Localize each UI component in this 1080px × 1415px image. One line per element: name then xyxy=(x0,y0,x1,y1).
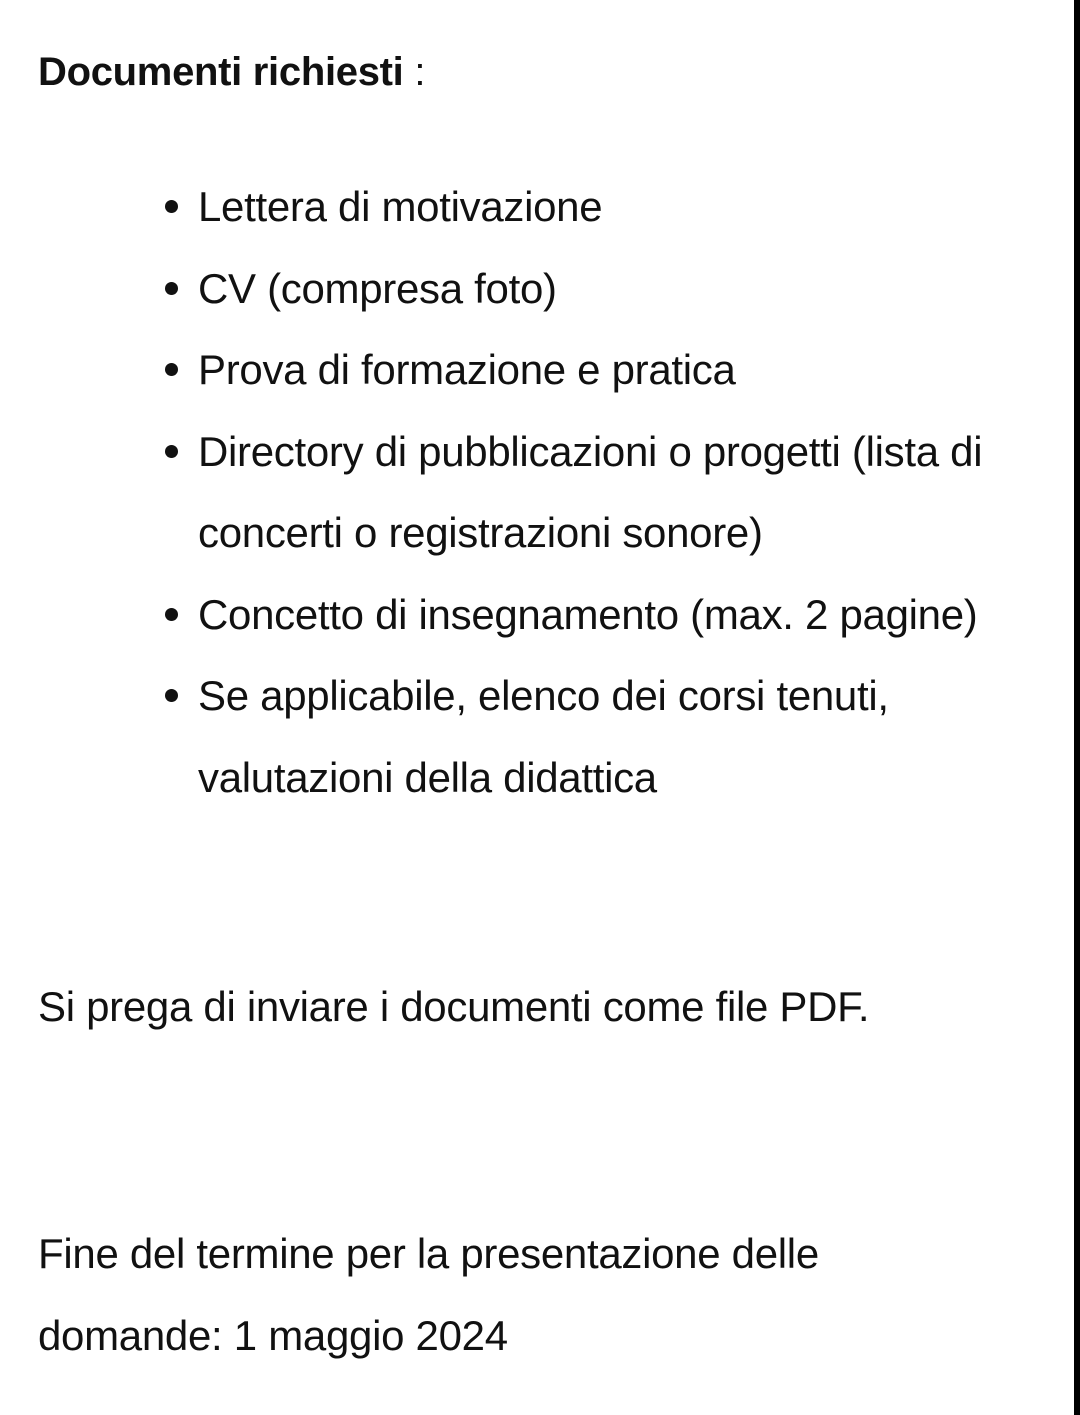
list-item-text: Concetto di insegnamento (max. 2 pagine) xyxy=(198,590,978,638)
required-documents-list xyxy=(198,166,1058,818)
list-item xyxy=(198,166,1058,248)
list-item-text: CV (compresa foto) xyxy=(198,264,557,312)
bullet-icon xyxy=(165,608,178,621)
list-item xyxy=(198,574,1058,656)
bullet-icon xyxy=(165,689,178,702)
list-item-text: Lettera di motivazione xyxy=(198,183,603,230)
list-item-text: Prova di formazione e pratica xyxy=(198,346,736,393)
list-item xyxy=(198,655,1058,818)
section-heading-text: Documenti richiesti xyxy=(38,50,404,94)
pdf-note: Si prega di inviare i documenti come file PDF. xyxy=(38,983,870,1030)
bullet-icon xyxy=(165,445,178,458)
bullet-icon xyxy=(165,363,178,376)
bullet-icon xyxy=(165,282,178,295)
section-heading xyxy=(38,44,425,100)
list-item-text: Se applicabile, elenco dei corsi tenuti, valutazioni della didattica xyxy=(198,672,889,801)
list-item xyxy=(198,248,1058,330)
bullet-icon xyxy=(165,200,178,213)
deadline-text: Fine del termine per la presentazione delle domande: 1 maggio 2024 xyxy=(38,1230,819,1359)
section-heading-suffix: : xyxy=(403,50,426,94)
list-item xyxy=(198,329,1058,411)
list-item-text: Directory di pubblicazioni o progetti (lista di concerti o registrazioni sonore) xyxy=(198,427,983,556)
list-item xyxy=(198,411,1058,574)
